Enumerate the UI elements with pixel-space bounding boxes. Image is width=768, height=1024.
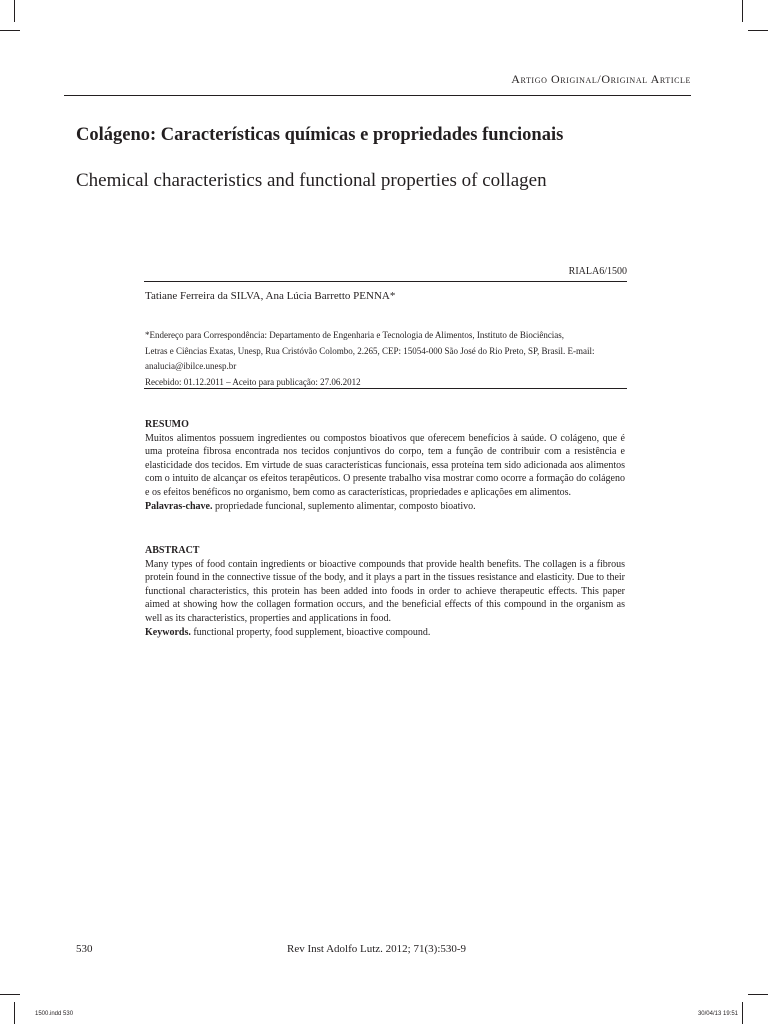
print-slug-file: 1500.indd 530 xyxy=(35,1011,74,1017)
keywords-list: functional property, food supplement, bioactive compound. xyxy=(190,626,431,638)
authors: Tatiane Ferreira da SILVA, Ana Lúcia Barretto PENNA* xyxy=(145,290,396,302)
abstract-heading: ABSTRACT xyxy=(145,545,200,556)
crop-mark xyxy=(14,0,15,22)
received-accepted-dates: Recebido: 01.12.2011 – Aceito para publicação: 27.06.2012 xyxy=(145,376,361,387)
crop-mark xyxy=(742,0,743,22)
header-rule xyxy=(64,95,691,96)
abstract-keywords xyxy=(145,626,625,640)
crop-mark xyxy=(0,994,20,995)
abstract-section xyxy=(145,544,625,639)
resumo-text: Muitos alimentos possuem ingredientes ou compostos bioativos que oferecem benefícios à saúde. O colágeno, que é uma proteína fibrosa encontrada nos tecidos conjuntivos do corpo, tem a função de contribuir com a resistência e elasticidade dos tecidos. Em virtude de suas características funcionais, essa proteína tem sido adicionada aos alimentos com o intuito de alcançar os efeitos terapêuticos. O presente trabalho visa mostrar como ocorre a formação do colágeno e os efeitos benéficos no organismo, bem como as características, propriedades e aplicações em alimentos. xyxy=(145,432,625,498)
crop-mark xyxy=(748,30,768,31)
page-number: 530 xyxy=(76,943,93,955)
abstract-text: Many types of food contain ingredients or bioactive compounds that provide health benefits. The collagen is a fibrous protein found in the connective tissue of the body, and it plays a part in the tissues resistance and elasticity. Due to their functional characteristics, this protein has been added into foods in order to achieve therapeutic effects. This paper aimed at showing how the collagen formation occurs, and the beneficial effects of this compound in the organism as well as its characteristics, properties and applications in food. xyxy=(145,558,625,624)
article-title-english: Chemical characteristics and functional properties of collagen xyxy=(76,170,547,191)
print-slug-timestamp: 30/04/13 19:51 xyxy=(697,1011,738,1017)
correspondence-line: Letras e Ciências Exatas, Unesp, Rua Cristóvão Colombo, 2.265, CEP: 15054-000 São José do Rio Preto, SP, Brasil. E-mail: xyxy=(145,345,595,356)
resumo-section xyxy=(145,418,625,513)
correspondence-block xyxy=(145,328,625,390)
crop-mark xyxy=(748,994,768,995)
correspondence-email: analucia@ibilce.unesp.br xyxy=(145,361,237,371)
resumo-keywords xyxy=(145,500,625,514)
keywords-list: propriedade funcional, suplemento alimentar, composto bioativo. xyxy=(212,500,476,512)
crop-mark xyxy=(0,30,20,31)
journal-citation: Rev Inst Adolfo Lutz. 2012; 71(3):530-9 xyxy=(287,943,467,955)
section-label: Artigo Original/Original Article xyxy=(511,72,691,86)
correspondence-line: *Endereço para Correspondência: Departamento de Engenharia e Tecnologia de Alimentos, Instituto de Biociências, xyxy=(145,330,565,340)
keywords-label: Keywords. xyxy=(145,626,191,638)
crop-mark xyxy=(14,1002,15,1024)
article-id: RIALA6/1500 xyxy=(568,266,627,277)
crop-mark xyxy=(742,1002,743,1024)
resumo-heading: RESUMO xyxy=(145,419,189,430)
article-title-portuguese: Colágeno: Características químicas e propriedades funcionais xyxy=(76,125,564,145)
divider xyxy=(144,281,627,282)
divider xyxy=(144,388,627,389)
keywords-label: Palavras-chave. xyxy=(145,500,213,512)
